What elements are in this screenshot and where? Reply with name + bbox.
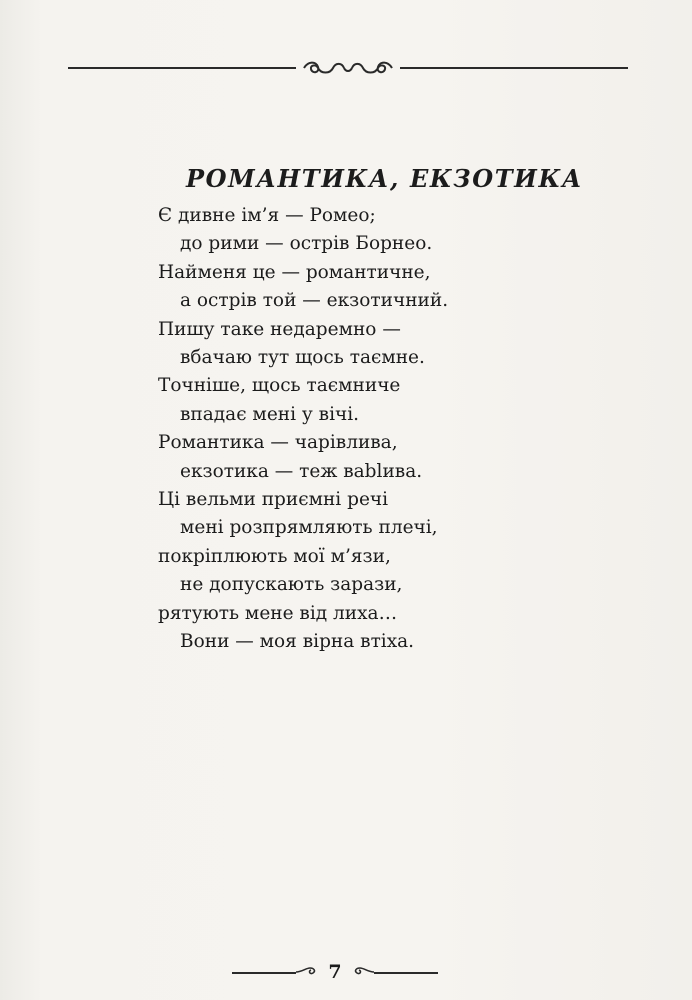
poem-lines (158, 202, 578, 657)
poem-line: Найменя це — романтичне, (158, 261, 431, 283)
poem-line: рятують мене від лиха… (158, 602, 398, 624)
poem-line: Є дивне ім’я — Ромео; (158, 205, 376, 226)
poem-line: впадає мені у вічі. (180, 403, 360, 425)
header-ornament (68, 58, 628, 78)
header-rule-right (400, 67, 628, 69)
poem-line: мені розпрямляють плечі, (180, 517, 438, 539)
poem-line: до рими — острів Борнео. (180, 233, 433, 255)
poem-line: покріплюють мої м’язи, (158, 545, 391, 567)
poem-line: вбачаю тут щось таємне. (180, 347, 425, 369)
poem-line: Вони — моя вірна втіха. (180, 631, 415, 653)
poem-line: Пишу таке недаремно — (158, 318, 401, 340)
poem-line: Романтика — чарівлива, (158, 432, 398, 454)
page-number: 7 (328, 961, 342, 983)
poem-line: Точніше, щось таємниче (158, 375, 401, 397)
poem-line: а острів той — екзотичний. (180, 290, 449, 312)
poem (158, 162, 584, 657)
header-rule-left (68, 67, 296, 69)
page-footer (232, 958, 438, 986)
flourish-icon (298, 58, 398, 78)
footer-rule-right (374, 972, 438, 974)
poem-line: Ці вельми приємні речі (158, 489, 389, 511)
poem-line: екзотика — теж вablива. (180, 460, 423, 482)
poem-line: не допускають зарази, (180, 574, 403, 596)
poem-title: РОМАНТИКА, ЕКЗОТИКА (186, 164, 584, 193)
curl-right-icon (352, 964, 374, 980)
